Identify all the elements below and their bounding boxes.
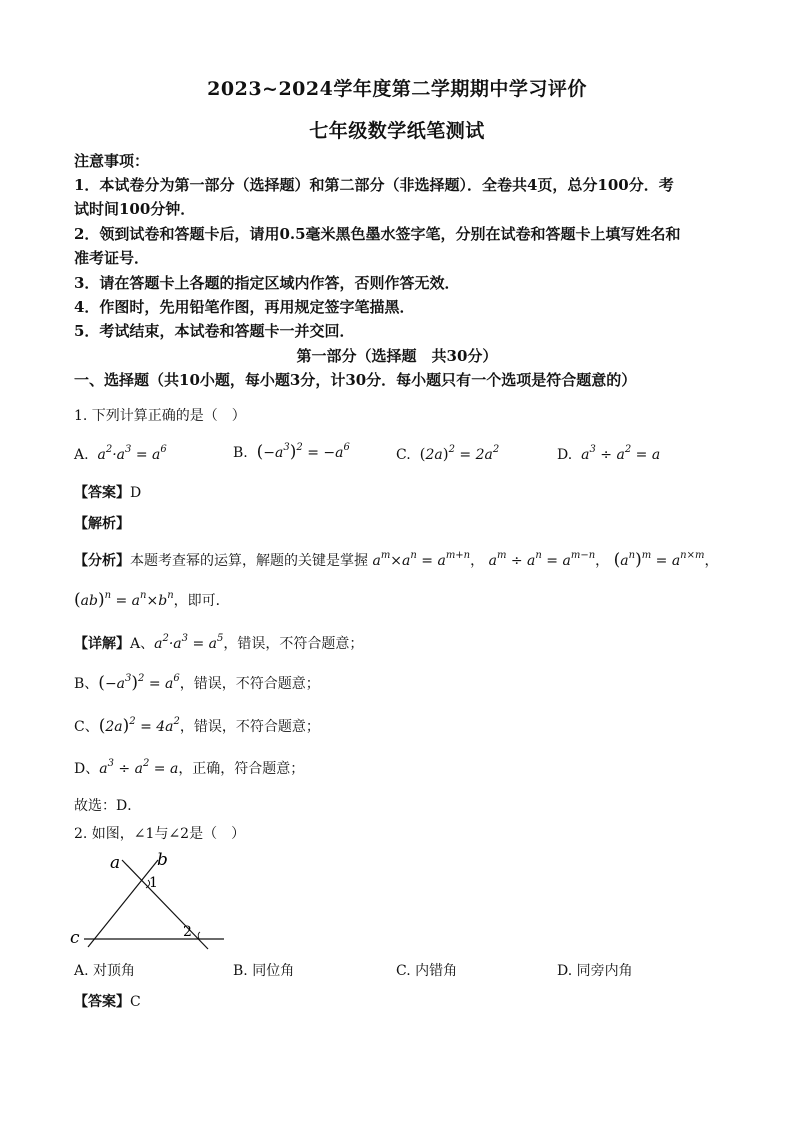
- exam-subtitle: 七年级数学纸笔测试: [309, 120, 485, 142]
- question-2-stem: 2. 如图，∠1与∠2是（ ）: [74, 826, 246, 842]
- rule-product-power: $(ab)^n = a^n\times b^n$: [74, 590, 174, 610]
- notice-item-1: 1．本试卷分为第一部分（选择题）和第二部分（非选择题）．全卷共4页，总分100分．考: [74, 176, 674, 194]
- q1-option-c-math: $(2a)^2 = 2a^2$: [419, 444, 500, 463]
- q1-option-d: D. $a^3 \div a^2 = a$: [557, 444, 661, 463]
- notice-item-2-cont: 准考证号．: [74, 249, 150, 267]
- notice-item-5: 5．考试结束，本试卷和答题卡一并交回．: [74, 322, 355, 340]
- q2-option-b: B. 同位角: [233, 963, 295, 979]
- q1-detail-b: B、$(-a^3)^2 = a^6$，错误，不符合题意；: [74, 673, 320, 693]
- q1-detail-d: D、$a^3 \div a^2 = a$，正确，符合题意；: [74, 758, 305, 777]
- q1-option-d-math: $a^3 \div a^2 = a$: [581, 444, 661, 463]
- label-a: a: [110, 853, 121, 873]
- q1-fenxi-cont: $(ab)^n = a^n\times b^n$，即可．: [74, 590, 230, 610]
- notice-item-3: 3．请在答题卡上各题的指定区域内作答，否则作答无效．: [74, 274, 460, 292]
- part-one-heading: 第一部分（选择题 共30分）: [296, 347, 498, 365]
- q2-figure: [66, 848, 236, 958]
- exam-title: 2023~2024学年度第二学期期中学习评价: [207, 78, 587, 100]
- line-a: [122, 860, 208, 949]
- notice-heading: 注意事项：: [74, 152, 150, 170]
- rule-multiply: $a^m\times a^n = a^{m+n}$: [372, 550, 471, 569]
- notice-item-2: 2．领到试卷和答题卡后，请用0.5毫米黑色墨水签字笔，分别在试卷和答题卡上填写姓名和: [74, 225, 681, 243]
- q1-option-c: C. $(2a)^2 = 2a^2$: [396, 444, 500, 463]
- q2-option-d: D. 同旁内角: [557, 963, 633, 979]
- q1-option-b-math: $(-a^3)^2 = -a^6$: [256, 442, 350, 462]
- q1-option-b: B. $(-a^3)^2 = -a^6$: [233, 442, 350, 462]
- q1-fenxi: 【分析】本题考查幂的运算，解题的关键是掌握 $a^m\times a^n = a^{m+n}$， $a^m \div a^n = a^{m-n}$， $(a^n)^m = a^{n\times m}$，: [74, 550, 719, 570]
- q1-option-a: A. $a^2\cdot a^3 = a^6$: [74, 444, 167, 463]
- label-c: c: [70, 928, 80, 948]
- notice-item-4: 4．作图时，先用铅笔作图，再用规定签字笔描黑．: [74, 298, 415, 316]
- rule-power: $(a^n)^m = a^{n\times m}$: [613, 550, 705, 570]
- q1-detail-a: 【详解】A、$a^2\cdot a^3 = a^5$，错误，不符合题意；: [74, 633, 364, 652]
- q2-option-c: C. 内错角: [396, 963, 458, 979]
- q2-answer: 【答案】C: [74, 994, 141, 1010]
- label-b: b: [157, 850, 168, 870]
- rule-divide: $a^m \div a^n = a^{m-n}$: [488, 550, 596, 569]
- section-heading: 一、选择题（共10小题，每小题3分，计30分．每小题只有一个选项是符合题意的）: [74, 371, 637, 389]
- q1-answer: 【答案】D: [74, 485, 142, 501]
- q1-detail-c: C、$(2a)^2 = 4a^2$，错误，不符合题意；: [74, 716, 320, 736]
- notice-item-1-cont: 试时间100分钟．: [74, 200, 196, 218]
- label-angle-1: 1: [149, 875, 158, 891]
- line-b: [88, 860, 158, 947]
- q2-option-a: A. 对顶角: [74, 963, 136, 979]
- label-angle-2: 2: [183, 924, 192, 940]
- q1-conclusion: 故选：D．: [74, 798, 142, 814]
- q1-option-a-math: $a^2\cdot a^3 = a^6$: [97, 444, 167, 463]
- angle-2-arc: [198, 932, 200, 939]
- question-1-stem: 1. 下列计算正确的是（ ）: [74, 408, 246, 424]
- q1-analysis-tag: 【解析】: [74, 516, 130, 532]
